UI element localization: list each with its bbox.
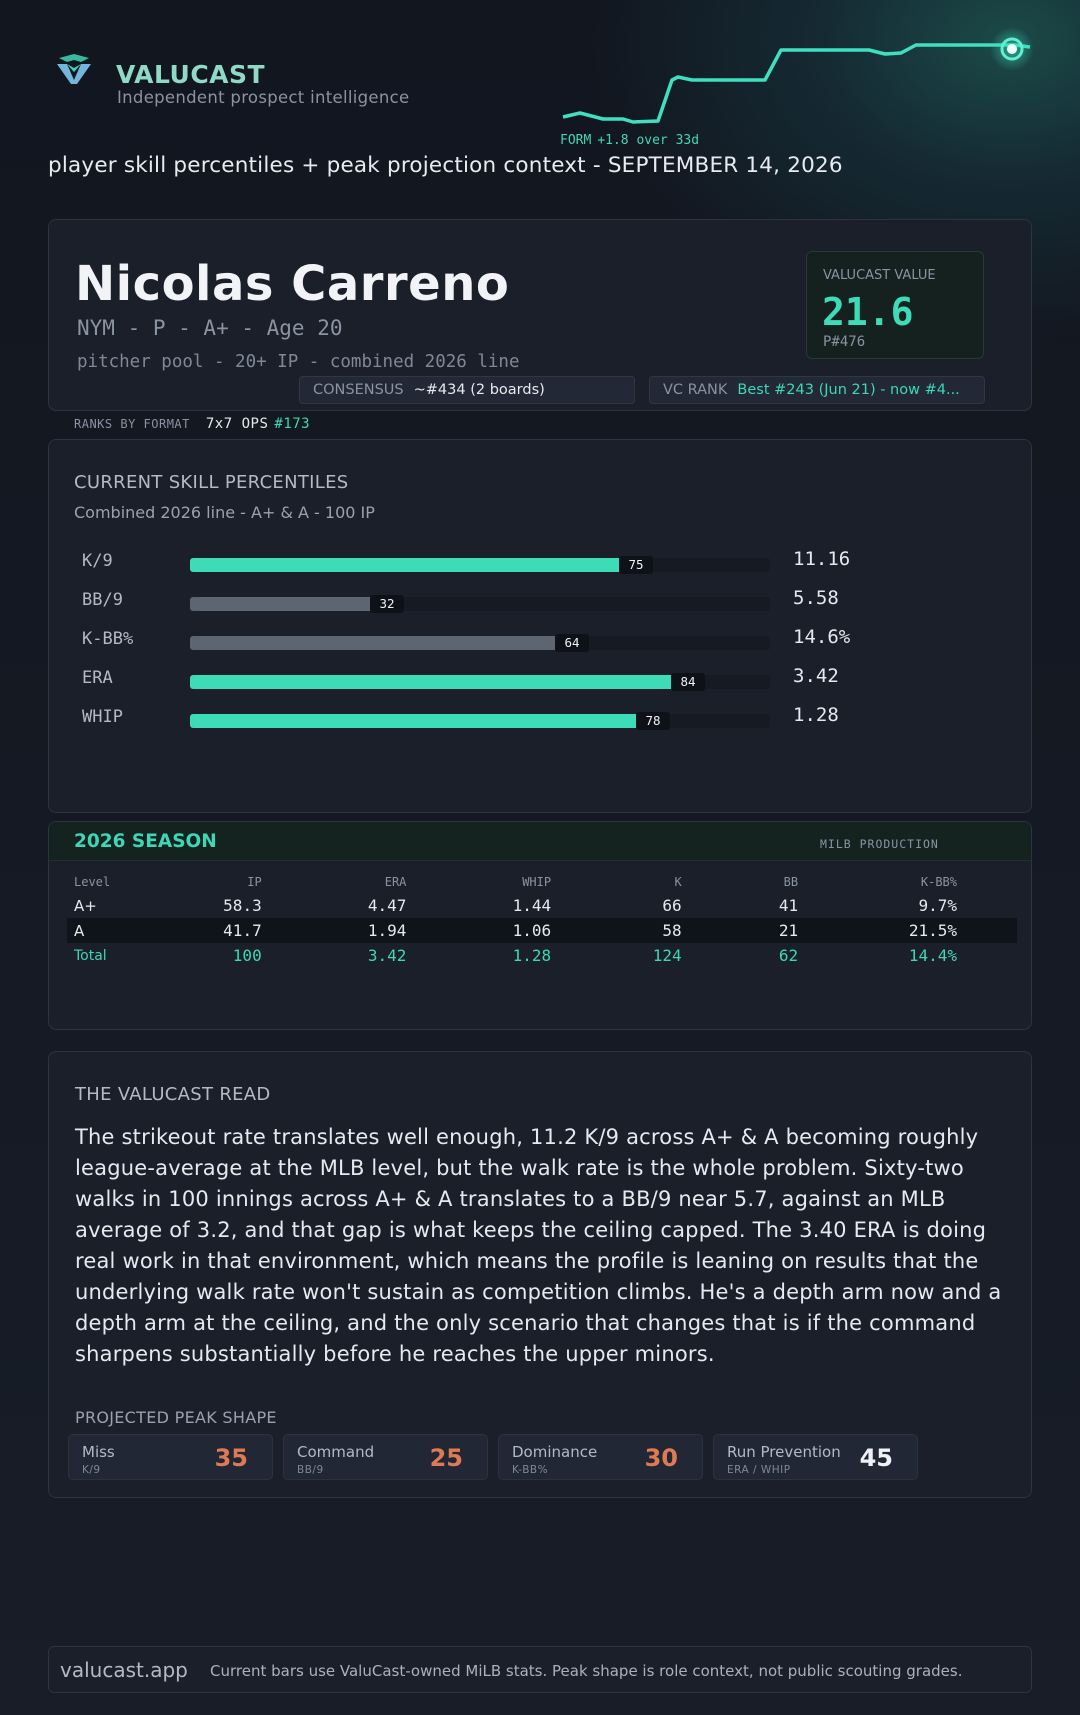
table-cell: 66 [662,896,682,915]
skill-bar-track [190,558,770,572]
player-card [48,219,1032,411]
footer [48,1646,1032,1693]
table-cell: 41 [778,896,799,915]
table-cell: 21 [742,918,858,943]
brand-tagline: Independent prospect intelligence [117,88,410,107]
table-cell: 124 [652,946,682,965]
skills-subtitle: Combined 2026 line - A+ & A - 100 IP [74,503,375,522]
peak-value: 45 [859,1444,893,1472]
peak-title: PROJECTED PEAK SHAPE [75,1408,277,1427]
table-cell: 62 [778,946,799,965]
table-row [67,893,1017,918]
table-cell: 1.94 [322,918,467,943]
valucast-read-card [48,1051,1032,1498]
table-cell: 100 [232,946,262,965]
skill-percentile-badge: 78 [636,712,670,730]
value-rank: P#476 [823,334,866,350]
read-title: THE VALUCAST READ [75,1084,271,1105]
ranks-by-format [74,416,310,432]
skill-percentiles-card [48,439,1032,813]
table-cell: 41.7 [177,918,322,943]
peak-value: 35 [214,1444,248,1472]
value-number: 21.6 [822,290,914,334]
table-cell: 58 [611,918,742,943]
skill-value: 14.6% [793,626,851,648]
consensus-value: ~#434 (2 boards) [413,382,545,398]
table-cell: 21.5% [858,918,1017,943]
footer-note: Current bars use ValuCast-owned MiLB stats. Peak shape is role context, not public scouting grades. [210,1662,963,1680]
season-stats-table [67,871,1017,968]
skill-bar-track [190,675,770,689]
valucast-logo-icon [55,52,93,86]
season-card [48,821,1032,1030]
skill-value: 11.16 [793,548,851,570]
ranks-format: 7x7 OPS [205,416,269,432]
peak-card [713,1434,918,1480]
form-sparkline [555,25,1035,135]
peak-sub: K/9 [82,1464,101,1476]
skill-row [49,626,1033,658]
table-row [67,918,1017,943]
peak-value: 25 [429,1444,463,1472]
peak-name: Command [297,1443,375,1461]
skill-percentile-badge: 84 [671,673,705,691]
read-body: The strikeout rate translates well enough, 11.2 K/9 across A+ & A becoming roughly league-average at the MLB level, but the walk rate is the whole problem. Sixty-two walks in 100 innings across A+ & A translates to a BB/9 near 5.7, against an MLB average of 3.2, and that gap is what keeps the ceiling capped. The 3.40 ERA is doing real work in that environment, which means the profile is leaning on results that the underlying walk rate won't sustain as competition climbs. He's a depth arm now and a depth arm at the ceiling, and the only scenario that changes that is if the command sharpens substantially before he reaches the upper minors. [75,1125,1002,1366]
skill-bar-fill [190,558,625,572]
skill-bar-fill [190,675,677,689]
ranks-label: RANKS BY FORMAT [74,417,190,431]
form-label: FORM +1.8 over 33d [560,133,700,148]
column-header: Level [74,875,111,889]
skill-row [49,704,1033,736]
season-tag: MILB PRODUCTION [820,837,939,851]
skill-bar-track [190,636,770,650]
form-delta: +1.8 over 33d [597,133,700,148]
table-cell: 58.3 [223,896,262,915]
table-cell: 3.42 [367,946,407,965]
skill-bar-fill [190,597,376,611]
valucast-value-box [806,251,984,359]
consensus-pill [299,376,635,404]
table-header-row [67,871,1017,893]
consensus-label: CONSENSUS [313,382,404,398]
peak-sub: K-BB% [512,1464,549,1476]
page-subtitle: player skill percentiles + peak projection context - SEPTEMBER 14, 2026 [48,153,843,178]
peak-card [498,1434,703,1480]
skill-label: ERA [82,668,113,688]
skill-row [49,548,1033,580]
footer-site-link[interactable]: valucast.app [60,1658,188,1682]
brand-name: VALUCAST [116,60,266,89]
table-cell: A [67,918,177,943]
player-name: Nicolas Carreno [75,256,510,312]
peak-card [283,1434,488,1480]
skill-row [49,587,1033,619]
skill-percentile-badge: 75 [619,556,653,574]
table-cell: 9.7% [918,896,957,915]
skill-bar-fill [190,636,561,650]
skill-label: K-BB% [82,629,134,649]
skill-percentile-badge: 32 [370,595,404,613]
table-cell: Total [74,947,107,964]
column-header: WHIP [522,875,552,889]
player-meta: NYM - P - A+ - Age 20 [77,316,343,340]
column-header: ERA [384,875,407,889]
table-cell: 4.47 [367,896,407,915]
column-header: IP [247,875,262,889]
skills-title: CURRENT SKILL PERCENTILES [74,472,349,493]
vc-rank-value: Best #243 (Jun 21) - now #4... [737,382,960,398]
skill-label: WHIP [82,707,123,727]
table-cell: 1.28 [512,946,552,965]
column-header: K-BB% [920,875,957,889]
peak-sub: ERA / WHIP [727,1464,791,1476]
skill-label: K/9 [82,551,113,571]
peak-name: Dominance [512,1443,598,1461]
peak-card [68,1434,273,1480]
skill-value: 1.28 [793,704,839,726]
peak-value: 30 [644,1444,678,1472]
player-pool: pitcher pool - 20+ IP - combined 2026 line [77,352,520,372]
ranks-value: #173 [274,416,311,432]
table-cell: 14.4% [908,946,957,965]
skill-row [49,665,1033,697]
skill-bar-track [190,714,770,728]
table-row [67,943,1017,968]
table-cell: 1.44 [512,896,552,915]
table-cell: A+ [74,896,97,915]
peak-name: Run Prevention [727,1443,841,1461]
value-label: VALUCAST VALUE [823,268,936,283]
season-header [49,822,1032,861]
column-header: BB [783,875,799,889]
season-title: 2026 SEASON [74,831,217,852]
skill-bar-fill [190,714,642,728]
skill-value: 3.42 [793,665,839,687]
table-cell: 1.06 [466,918,611,943]
vc-rank-pill [649,376,985,404]
skill-label: BB/9 [82,590,123,610]
skill-bar-track [190,597,770,611]
skill-percentile-badge: 64 [555,634,589,652]
column-header: K [674,875,682,889]
peak-name: Miss [82,1443,115,1461]
vc-rank-label: VC RANK [663,382,728,398]
peak-sub: BB/9 [297,1464,324,1476]
skill-value: 5.58 [793,587,839,609]
